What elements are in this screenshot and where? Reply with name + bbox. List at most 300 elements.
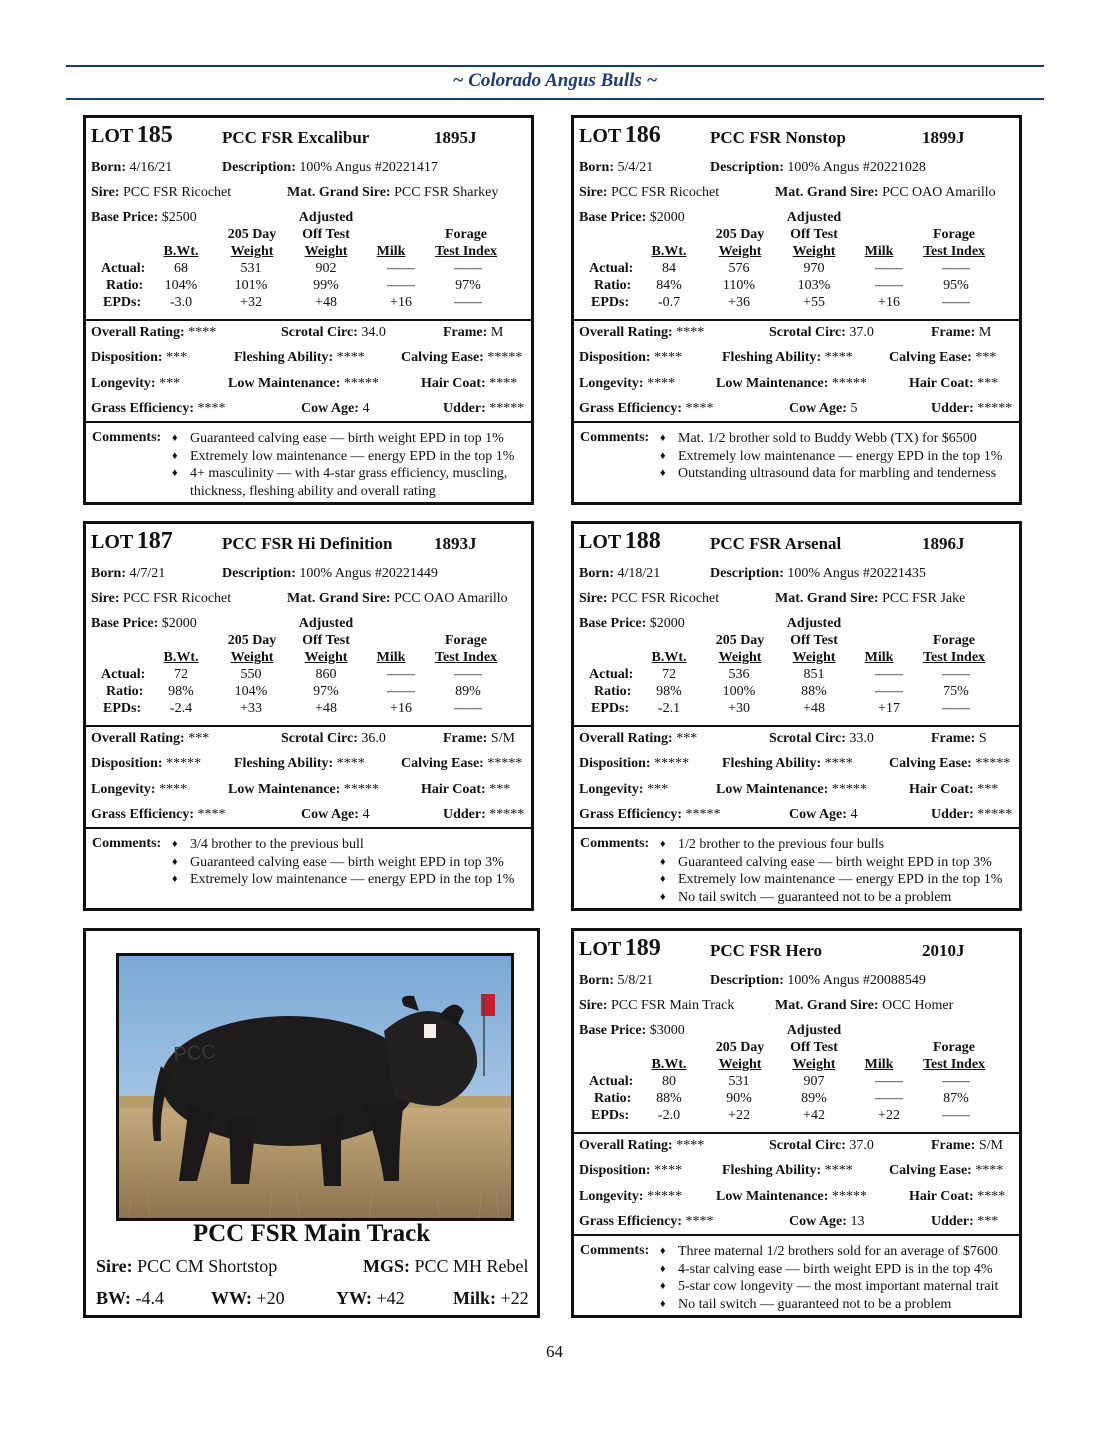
sire-label: Sire: [91, 185, 120, 200]
overall-field [579, 325, 704, 341]
lowmaint-label: Low Maintenance: [228, 376, 341, 391]
lot-heading [579, 122, 661, 149]
mgs-value: PCC FSR Jake [882, 591, 966, 606]
overall-value: **** [676, 1138, 705, 1153]
comment-item: ♦ Guaranteed calving ease — birth weight EPD in top 1% [172, 430, 527, 448]
calving-field [889, 756, 1010, 772]
lot-number: 186 [624, 122, 661, 148]
ratio-value-0: 98% [656, 684, 682, 699]
actual-value-3: —— [875, 667, 903, 682]
lot-label: LOT [579, 531, 622, 553]
haircoat-field [909, 782, 998, 798]
bull-photo-icon [119, 956, 511, 1218]
actual-label: Actual: [589, 261, 634, 276]
frame-value: M [978, 325, 992, 340]
base-price-label: Base Price: [579, 616, 647, 631]
udder-label: Udder: [931, 401, 974, 416]
fleshing-label: Fleshing Ability: [722, 756, 822, 771]
actual-value-1: 550 [240, 667, 262, 682]
base-price-row [91, 210, 197, 226]
actual-value-4: —— [942, 1074, 970, 1089]
featured-ww-label: WW: [211, 1288, 253, 1308]
actual-value-1: 531 [728, 1074, 750, 1089]
test-index-header: Test Index [922, 1057, 986, 1072]
grass-value: ***** [685, 807, 721, 822]
bull-tag: 1896J [922, 534, 965, 553]
fleshing-value: **** [824, 756, 853, 771]
haircoat-value: *** [977, 376, 999, 391]
haircoat-value: *** [977, 782, 999, 797]
description-label: Description: [710, 973, 784, 988]
mgs-label: Mat. Grand Sire: [287, 591, 391, 606]
comment-item: ♦ Extremely low maintenance — energy EPD in the top 1% [660, 871, 1015, 889]
page-number: 64 [546, 1342, 563, 1361]
scrotal-field [281, 325, 386, 341]
calving-field [401, 756, 522, 772]
epds-value-3: +17 [878, 701, 900, 716]
milk-header: Milk [864, 650, 894, 665]
scrotal-value: 36.0 [361, 731, 386, 746]
cowage-label: Cow Age: [301, 401, 359, 416]
comments-list [172, 836, 527, 889]
weight2-header: Weight [792, 1057, 836, 1072]
test-index-header: Test Index [434, 244, 498, 259]
actual-value-2: 970 [803, 261, 825, 276]
epds-value-0: -0.7 [657, 295, 681, 310]
mgs-value: PCC OAO Amarillo [882, 185, 996, 200]
born-label: Born: [579, 566, 614, 581]
adjusted-header: Adjusted [298, 616, 354, 631]
comments-label: Comments: [580, 1243, 650, 1258]
frame-label: Frame: [443, 325, 488, 340]
description-row [710, 973, 926, 989]
cowage-label: Cow Age: [789, 807, 847, 822]
scrotal-field [281, 731, 386, 747]
cowage-field [301, 401, 369, 417]
calving-field [889, 350, 996, 366]
ratio-value-1: 100% [722, 684, 756, 699]
description-value: 100% Angus #20088549 [787, 973, 926, 988]
scrotal-label: Scrotal Circ: [769, 1138, 846, 1153]
fleshing-label: Fleshing Ability: [722, 350, 822, 365]
actual-label: Actual: [101, 261, 146, 276]
cowage-value: 4 [362, 807, 370, 822]
epds-value-2: +48 [803, 701, 825, 716]
haircoat-field [421, 782, 510, 798]
epds-value-3: +16 [878, 295, 900, 310]
weight-header: Weight [718, 1057, 762, 1072]
comment-item: ♦ No tail switch — guaranteed not to be a problem [660, 1296, 1015, 1314]
epds-label: EPDs: [591, 701, 630, 716]
frame-field [931, 731, 987, 747]
born-value: 5/8/21 [617, 973, 654, 988]
born-row [91, 160, 172, 176]
udder-value: ***** [977, 807, 1013, 822]
description-label: Description: [222, 566, 296, 581]
comment-item: ♦ Mat. 1/2 brother sold to Buddy Webb (TX) for $6500 [660, 430, 1015, 448]
fleshing-label: Fleshing Ability: [722, 1163, 822, 1178]
ratio-value-4: 87% [943, 1091, 969, 1106]
lot-number: 189 [624, 935, 661, 961]
overall-field [579, 731, 697, 747]
base-price-value: $3000 [649, 1023, 685, 1038]
lowmaint-field [716, 1189, 867, 1205]
ratio-value-2: 99% [313, 278, 339, 293]
epds-label: EPDs: [103, 701, 142, 716]
comment-item: ♦ 4+ masculinity — with 4-star grass efficiency, muscling, thickness, fleshing ability and overall rating [172, 465, 527, 500]
ratio-value-2: 88% [801, 684, 827, 699]
frame-value: M [490, 325, 504, 340]
forage-header: Forage [933, 1040, 975, 1055]
frame-value: S/M [978, 1138, 1003, 1153]
scrotal-field [769, 731, 874, 747]
calving-value: ***** [487, 756, 523, 771]
ratio-value-2: 89% [801, 1091, 827, 1106]
epds-value-3: +16 [390, 701, 412, 716]
epds-value-1: +22 [728, 1108, 750, 1123]
actual-value-0: 68 [174, 261, 188, 276]
sire-value: PCC FSR Ricochet [123, 185, 232, 200]
fleshing-label: Fleshing Ability: [234, 350, 334, 365]
udder-value: *** [977, 1214, 999, 1229]
epds-label: EPDs: [103, 295, 142, 310]
lowmaint-field [228, 782, 379, 798]
disposition-label: Disposition: [91, 350, 163, 365]
grass-value: **** [685, 1214, 714, 1229]
frame-value: S [978, 731, 987, 746]
description-label: Description: [710, 160, 784, 175]
featured-sire-value: PCC CM Shortstop [137, 1256, 278, 1276]
base-price-row [579, 616, 685, 632]
comments-label: Comments: [580, 836, 650, 851]
comments-list [660, 1243, 1015, 1313]
cowage-field [789, 1214, 864, 1230]
actual-label: Actual: [101, 667, 146, 682]
cowage-value: 4 [362, 401, 370, 416]
actual-value-1: 576 [728, 261, 750, 276]
forage-header: Forage [933, 633, 975, 648]
ratio-value-3: —— [875, 278, 903, 293]
weight-header: Weight [230, 650, 274, 665]
fleshing-field [722, 350, 853, 366]
actual-value-3: —— [387, 261, 415, 276]
fleshing-value: **** [336, 350, 365, 365]
longevity-value: *** [647, 782, 669, 797]
frame-field [443, 325, 503, 341]
longevity-field [579, 1189, 682, 1205]
cowage-field [301, 807, 369, 823]
ratio-label: Ratio: [594, 278, 632, 293]
lot-heading [91, 528, 173, 555]
featured-sire-pedigree [96, 1256, 277, 1277]
longevity-label: Longevity: [579, 782, 644, 797]
fleshing-label: Fleshing Ability: [234, 756, 334, 771]
epds-value-0: -2.4 [169, 701, 193, 716]
featured-sire-card [83, 928, 540, 1318]
longevity-value: *** [159, 376, 181, 391]
milk-header: Milk [864, 1057, 894, 1072]
grass-value: **** [197, 807, 226, 822]
longevity-field [91, 782, 187, 798]
weight2-header: Weight [792, 244, 836, 259]
actual-value-4: —— [454, 667, 482, 682]
grass-value: **** [685, 401, 714, 416]
epds-label: EPDs: [591, 295, 630, 310]
ratio-value-0: 104% [164, 278, 198, 293]
base-price-label: Base Price: [91, 210, 159, 225]
sire-label: Sire: [579, 998, 608, 1013]
comments-label: Comments: [92, 836, 162, 851]
actual-value-2: 902 [315, 261, 337, 276]
fleshing-field [234, 350, 365, 366]
bull-name: PCC FSR Nonstop [710, 128, 847, 147]
bull-name: PCC FSR Arsenal [710, 534, 842, 553]
milk-header: Milk [376, 244, 406, 259]
longevity-field [91, 376, 180, 392]
grass-field [579, 401, 714, 417]
disposition-value: ***** [654, 756, 690, 771]
born-value: 5/4/21 [617, 160, 654, 175]
udder-label: Udder: [443, 401, 486, 416]
sire-label: Sire: [91, 591, 120, 606]
lot-label: LOT [579, 125, 622, 147]
mgs-row [287, 591, 508, 607]
scrotal-label: Scrotal Circ: [281, 731, 358, 746]
ratio-value-3: —— [875, 1091, 903, 1106]
bwt-header: B.Wt. [651, 244, 687, 259]
haircoat-label: Hair Coat: [909, 782, 974, 797]
milk-header: Milk [864, 244, 894, 259]
featured-mgs-label: MGS: [363, 1256, 410, 1276]
sire-label: Sire: [579, 591, 608, 606]
fleshing-value: **** [824, 350, 853, 365]
lowmaint-field [716, 376, 867, 392]
born-label: Born: [579, 973, 614, 988]
bull-tag: 1895J [434, 128, 477, 147]
cowage-field [789, 401, 857, 417]
udder-field [931, 1214, 998, 1230]
calving-label: Calving Ease: [889, 756, 972, 771]
sire-value: PCC FSR Ricochet [123, 591, 232, 606]
epds-value-1: +32 [240, 295, 262, 310]
lot-card-186 [571, 115, 1022, 505]
epds-value-1: +33 [240, 701, 262, 716]
calving-label: Calving Ease: [401, 756, 484, 771]
bull-tag: 1893J [434, 534, 477, 553]
udder-value: ***** [489, 807, 525, 822]
longevity-value: ***** [647, 1189, 683, 1204]
weight-header: Weight [230, 244, 274, 259]
fleshing-field [234, 756, 365, 772]
base-price-label: Base Price: [579, 1023, 647, 1038]
lot-label: LOT [91, 531, 134, 553]
born-value: 4/16/21 [129, 160, 173, 175]
cowage-label: Cow Age: [789, 401, 847, 416]
scrotal-label: Scrotal Circ: [769, 731, 846, 746]
day205-header: 205 Day [227, 227, 277, 242]
actual-value-3: —— [387, 667, 415, 682]
disposition-value: **** [654, 350, 683, 365]
lot-card-189 [571, 928, 1022, 1318]
frame-field [931, 325, 991, 341]
longevity-label: Longevity: [579, 1189, 644, 1204]
comments-list [660, 430, 1015, 483]
lot-label: LOT [579, 938, 622, 960]
sire-row [579, 185, 719, 201]
grass-field [579, 1214, 714, 1230]
cowage-label: Cow Age: [789, 1214, 847, 1229]
base-price-value: $2000 [649, 210, 685, 225]
featured-mgs [363, 1256, 529, 1277]
actual-value-2: 907 [803, 1074, 825, 1089]
bwt-header: B.Wt. [163, 650, 199, 665]
scrotal-value: 33.0 [849, 731, 874, 746]
comments-list [172, 430, 527, 500]
overall-value: **** [676, 325, 705, 340]
lowmaint-value: ***** [831, 1189, 867, 1204]
actual-value-1: 536 [728, 667, 750, 682]
lot-number: 187 [136, 528, 173, 554]
featured-milk-label: Milk: [453, 1288, 496, 1308]
frame-label: Frame: [443, 731, 488, 746]
mgs-row [287, 185, 498, 201]
off-test-header: Off Test [302, 227, 350, 242]
udder-field [931, 401, 1012, 417]
frame-field [443, 731, 515, 747]
calving-value: ***** [975, 756, 1011, 771]
actual-value-2: 860 [315, 667, 337, 682]
actual-value-0: 72 [174, 667, 188, 682]
mgs-row [775, 998, 953, 1014]
base-price-value: $2000 [649, 616, 685, 631]
epds-label: EPDs: [591, 1108, 630, 1123]
scrotal-value: 37.0 [849, 1138, 874, 1153]
sire-row [91, 185, 231, 201]
adjusted-header: Adjusted [786, 616, 842, 631]
overall-field [579, 1138, 704, 1154]
epds-value-0: -2.0 [657, 1108, 681, 1123]
epds-value-3: +22 [878, 1108, 900, 1123]
frame-field [931, 1138, 1003, 1154]
epds-value-2: +48 [315, 295, 337, 310]
lot-heading [91, 122, 173, 149]
ratio-value-4: 95% [943, 278, 969, 293]
born-row [579, 566, 660, 582]
mgs-label: Mat. Grand Sire: [775, 998, 879, 1013]
grass-label: Grass Efficiency: [91, 401, 195, 416]
actual-label: Actual: [589, 1074, 634, 1089]
sire-row [579, 998, 734, 1014]
scrotal-field [769, 1138, 874, 1154]
actual-label: Actual: [589, 667, 634, 682]
lowmaint-value: ***** [343, 782, 379, 797]
lowmaint-value: ***** [343, 376, 379, 391]
calving-field [401, 350, 522, 366]
haircoat-label: Hair Coat: [421, 376, 486, 391]
sire-value: PCC FSR Main Track [611, 998, 735, 1013]
comments-list [660, 836, 1015, 906]
off-test-header: Off Test [302, 633, 350, 648]
overall-label: Overall Rating: [579, 325, 673, 340]
test-index-header: Test Index [922, 244, 986, 259]
lowmaint-label: Low Maintenance: [228, 782, 341, 797]
ratio-value-3: —— [387, 278, 415, 293]
haircoat-value: *** [489, 782, 511, 797]
milk-header: Milk [376, 650, 406, 665]
ratio-value-4: 75% [943, 684, 969, 699]
born-row [91, 566, 165, 582]
off-test-header: Off Test [790, 633, 838, 648]
udder-value: ***** [977, 401, 1013, 416]
calving-value: *** [975, 350, 997, 365]
ratio-label: Ratio: [594, 684, 632, 699]
disposition-value: ***** [166, 756, 202, 771]
overall-label: Overall Rating: [91, 325, 185, 340]
overall-label: Overall Rating: [91, 731, 185, 746]
base-price-label: Base Price: [91, 616, 159, 631]
disposition-value: *** [166, 350, 188, 365]
bwt-header: B.Wt. [651, 1057, 687, 1072]
comment-item: ♦ 5-star cow longevity — the most important maternal trait [660, 1278, 1015, 1296]
base-price-row [91, 616, 197, 632]
disposition-label: Disposition: [91, 756, 163, 771]
header-rule-bottom [66, 98, 1044, 100]
fleshing-value: **** [824, 1163, 853, 1178]
description-row [710, 566, 926, 582]
forage-header: Forage [445, 227, 487, 242]
page-title: ~ Colorado Angus Bulls ~ [452, 70, 658, 91]
featured-ww-value: +20 [256, 1288, 285, 1308]
description-row [222, 566, 438, 582]
haircoat-label: Hair Coat: [421, 782, 486, 797]
weight2-header: Weight [792, 650, 836, 665]
grass-label: Grass Efficiency: [91, 807, 195, 822]
epds-value-2: +48 [315, 701, 337, 716]
udder-label: Udder: [443, 807, 486, 822]
featured-bw [96, 1288, 164, 1309]
grass-value: **** [197, 401, 226, 416]
actual-value-0: 80 [662, 1074, 676, 1089]
base-price-label: Base Price: [579, 210, 647, 225]
haircoat-value: **** [489, 376, 518, 391]
header-rule-top [66, 65, 1044, 67]
cowage-value: 5 [850, 401, 858, 416]
mgs-value: PCC FSR Sharkey [394, 185, 499, 200]
description-value: 100% Angus #20221449 [299, 566, 438, 581]
comment-item: ♦ 1/2 brother to the previous four bulls [660, 836, 1015, 854]
ratio-value-3: —— [387, 684, 415, 699]
weight2-header: Weight [304, 244, 348, 259]
bull-name: PCC FSR Hi Definition [222, 534, 393, 553]
featured-yw [336, 1288, 405, 1309]
udder-value: ***** [489, 401, 525, 416]
comments-label: Comments: [580, 430, 650, 445]
disposition-label: Disposition: [579, 1163, 651, 1178]
forage-header: Forage [445, 633, 487, 648]
description-row [222, 160, 438, 176]
ratio-value-2: 97% [313, 684, 339, 699]
featured-milk [453, 1288, 529, 1309]
forage-header: Forage [933, 227, 975, 242]
overall-field [91, 325, 216, 341]
calving-label: Calving Ease: [401, 350, 484, 365]
disposition-field [579, 756, 689, 772]
off-test-header: Off Test [790, 227, 838, 242]
epds-value-4: —— [942, 1108, 970, 1123]
sire-value: PCC FSR Ricochet [611, 185, 720, 200]
bwt-header: B.Wt. [651, 650, 687, 665]
longevity-label: Longevity: [91, 376, 156, 391]
